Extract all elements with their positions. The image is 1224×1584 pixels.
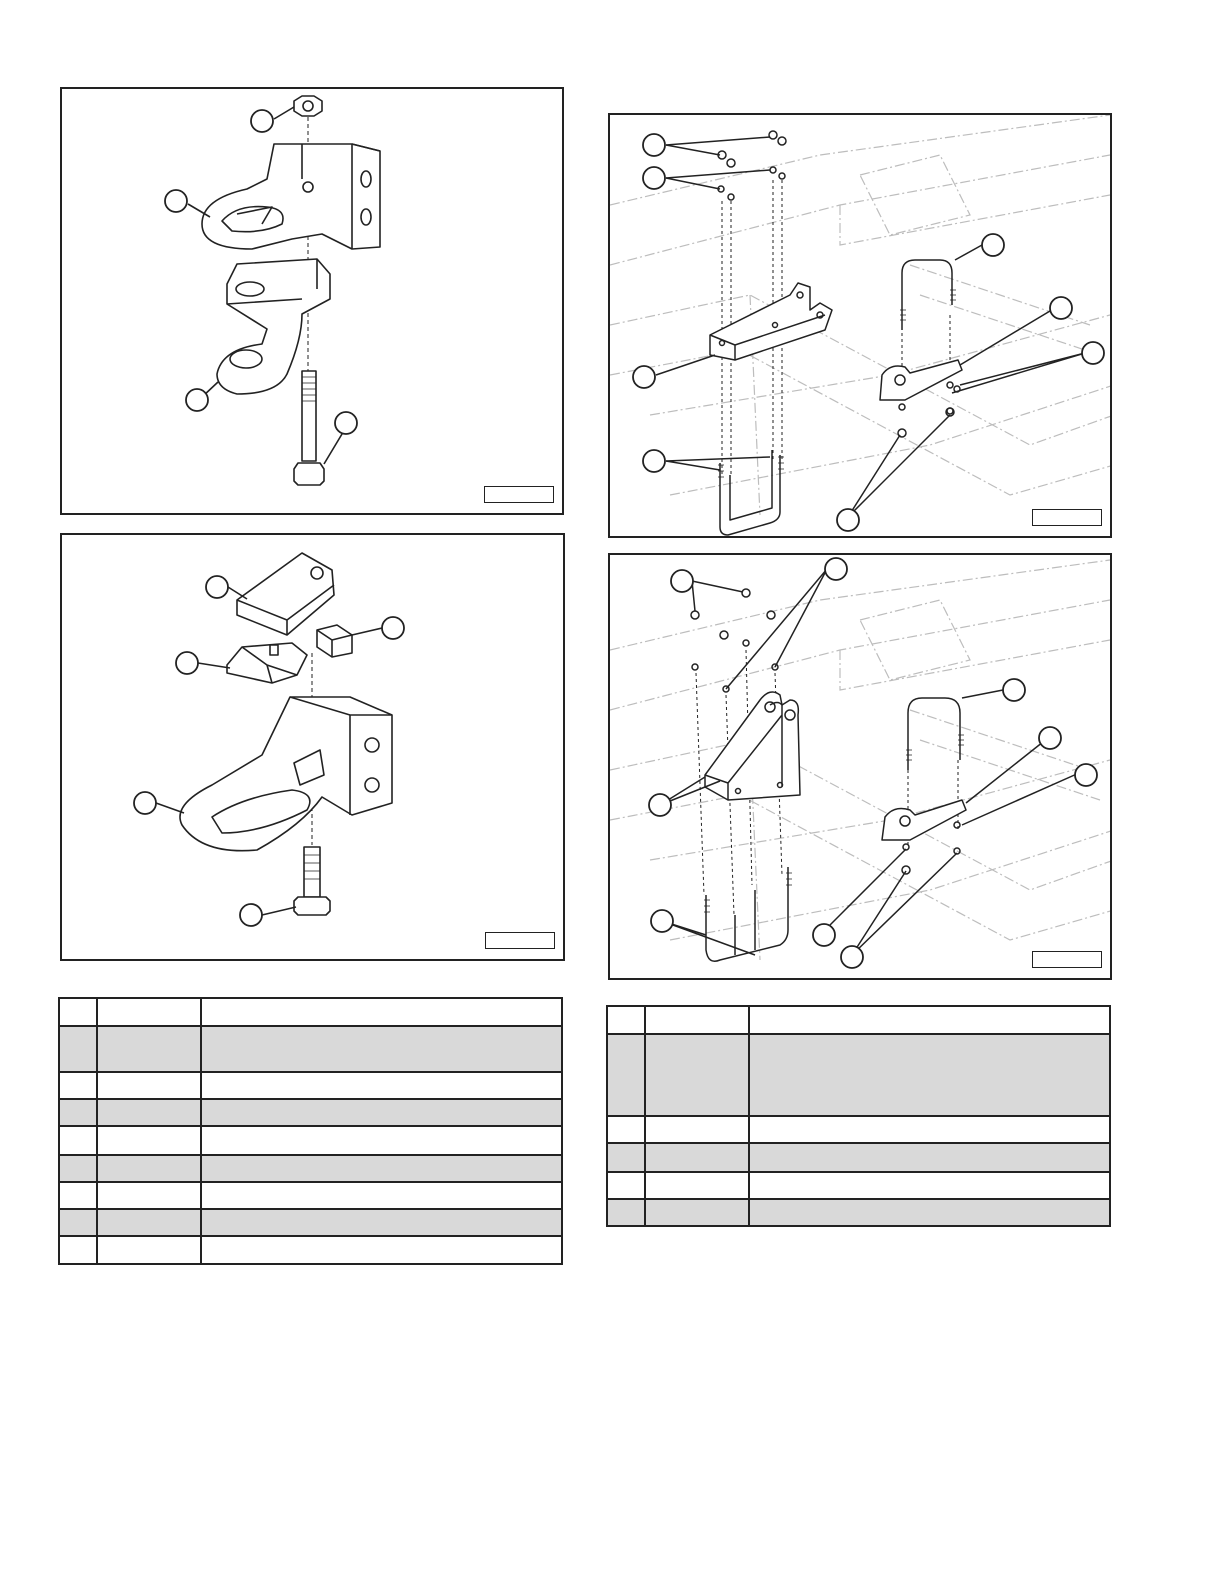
table-row: [59, 1072, 562, 1099]
callout-circle: [837, 509, 859, 531]
table-row: [59, 1099, 562, 1126]
callout-circle: [649, 794, 671, 816]
callout-circle: [1003, 679, 1025, 701]
parts-table-right: [606, 1005, 1111, 1227]
lower-wedge: [227, 643, 307, 683]
bolt-head-icon: [294, 897, 330, 915]
frame-mount-drawing: [610, 115, 1112, 538]
figure-label: [1032, 951, 1102, 968]
figure-frame-bracket-mount-alt: [608, 553, 1112, 980]
callout-circle: [633, 366, 655, 388]
figure-eye-hook-exploded: [60, 533, 565, 961]
callout-circle: [643, 450, 665, 472]
u-bolt-right: [908, 698, 960, 770]
hex-nuts: [691, 589, 778, 692]
callout-circle: [643, 167, 665, 189]
bolt-head-icon: [294, 463, 324, 485]
callout-circle: [240, 904, 262, 926]
callout-circle: [651, 910, 673, 932]
frame-mount-alt-drawing: [610, 555, 1112, 980]
figure-label: [484, 486, 554, 503]
pintle-hook-drawing: [62, 89, 564, 515]
callout-circle: [251, 110, 273, 132]
eye-hook-drawing: [62, 535, 565, 961]
figure-pintle-hook-exploded: [60, 87, 564, 515]
ghost-frame: [610, 560, 1112, 960]
figure-label: [485, 932, 555, 949]
clamp-plate: [882, 800, 966, 840]
small-block: [317, 625, 352, 657]
table-row: [59, 1209, 562, 1236]
table-row: [59, 1126, 562, 1155]
table-header-row: [607, 1006, 1110, 1034]
table-row: [59, 1026, 562, 1072]
table-row: [607, 1034, 1110, 1116]
figure-label: [1032, 509, 1102, 526]
table-row: [607, 1199, 1110, 1226]
u-bolt-left: [706, 867, 788, 961]
ghost-frame: [610, 115, 1112, 515]
u-bolt-right: [902, 260, 952, 330]
callout-circle: [982, 234, 1004, 256]
callout-circle: [825, 558, 847, 580]
upper-wedge: [237, 553, 334, 635]
callout-circle: [335, 412, 357, 434]
callout-circle: [1039, 727, 1061, 749]
bolt-shank: [302, 371, 316, 461]
callout-circle: [1075, 764, 1097, 786]
callout-circle: [382, 617, 404, 639]
callout-circle: [643, 134, 665, 156]
table-row: [59, 1236, 562, 1264]
callout-circle: [186, 389, 208, 411]
table-header-row: [59, 998, 562, 1026]
callout-circle: [1050, 297, 1072, 319]
table-row: [607, 1172, 1110, 1199]
u-bolt-left: [720, 455, 780, 535]
table-row: [607, 1143, 1110, 1172]
mounting-bracket: [710, 283, 832, 360]
pintle-hook-upper-body: [202, 144, 380, 249]
callout-circle: [165, 190, 187, 212]
callout-circle: [206, 576, 228, 598]
callout-circle: [176, 652, 198, 674]
callout-circle: [841, 946, 863, 968]
lock-nut-icon: [294, 96, 322, 116]
callout-circle: [1082, 342, 1104, 364]
parts-table-left: [58, 997, 563, 1265]
table-row: [59, 1155, 562, 1182]
table-row: [607, 1116, 1110, 1143]
callout-circles: [633, 134, 1104, 531]
bolt-shank: [304, 847, 320, 897]
table-row: [59, 1182, 562, 1209]
figure-frame-bracket-mount: [608, 113, 1112, 538]
eye-hook-body: [180, 697, 392, 851]
callout-circle: [134, 792, 156, 814]
callout-circle: [813, 924, 835, 946]
callout-circle: [671, 570, 693, 592]
